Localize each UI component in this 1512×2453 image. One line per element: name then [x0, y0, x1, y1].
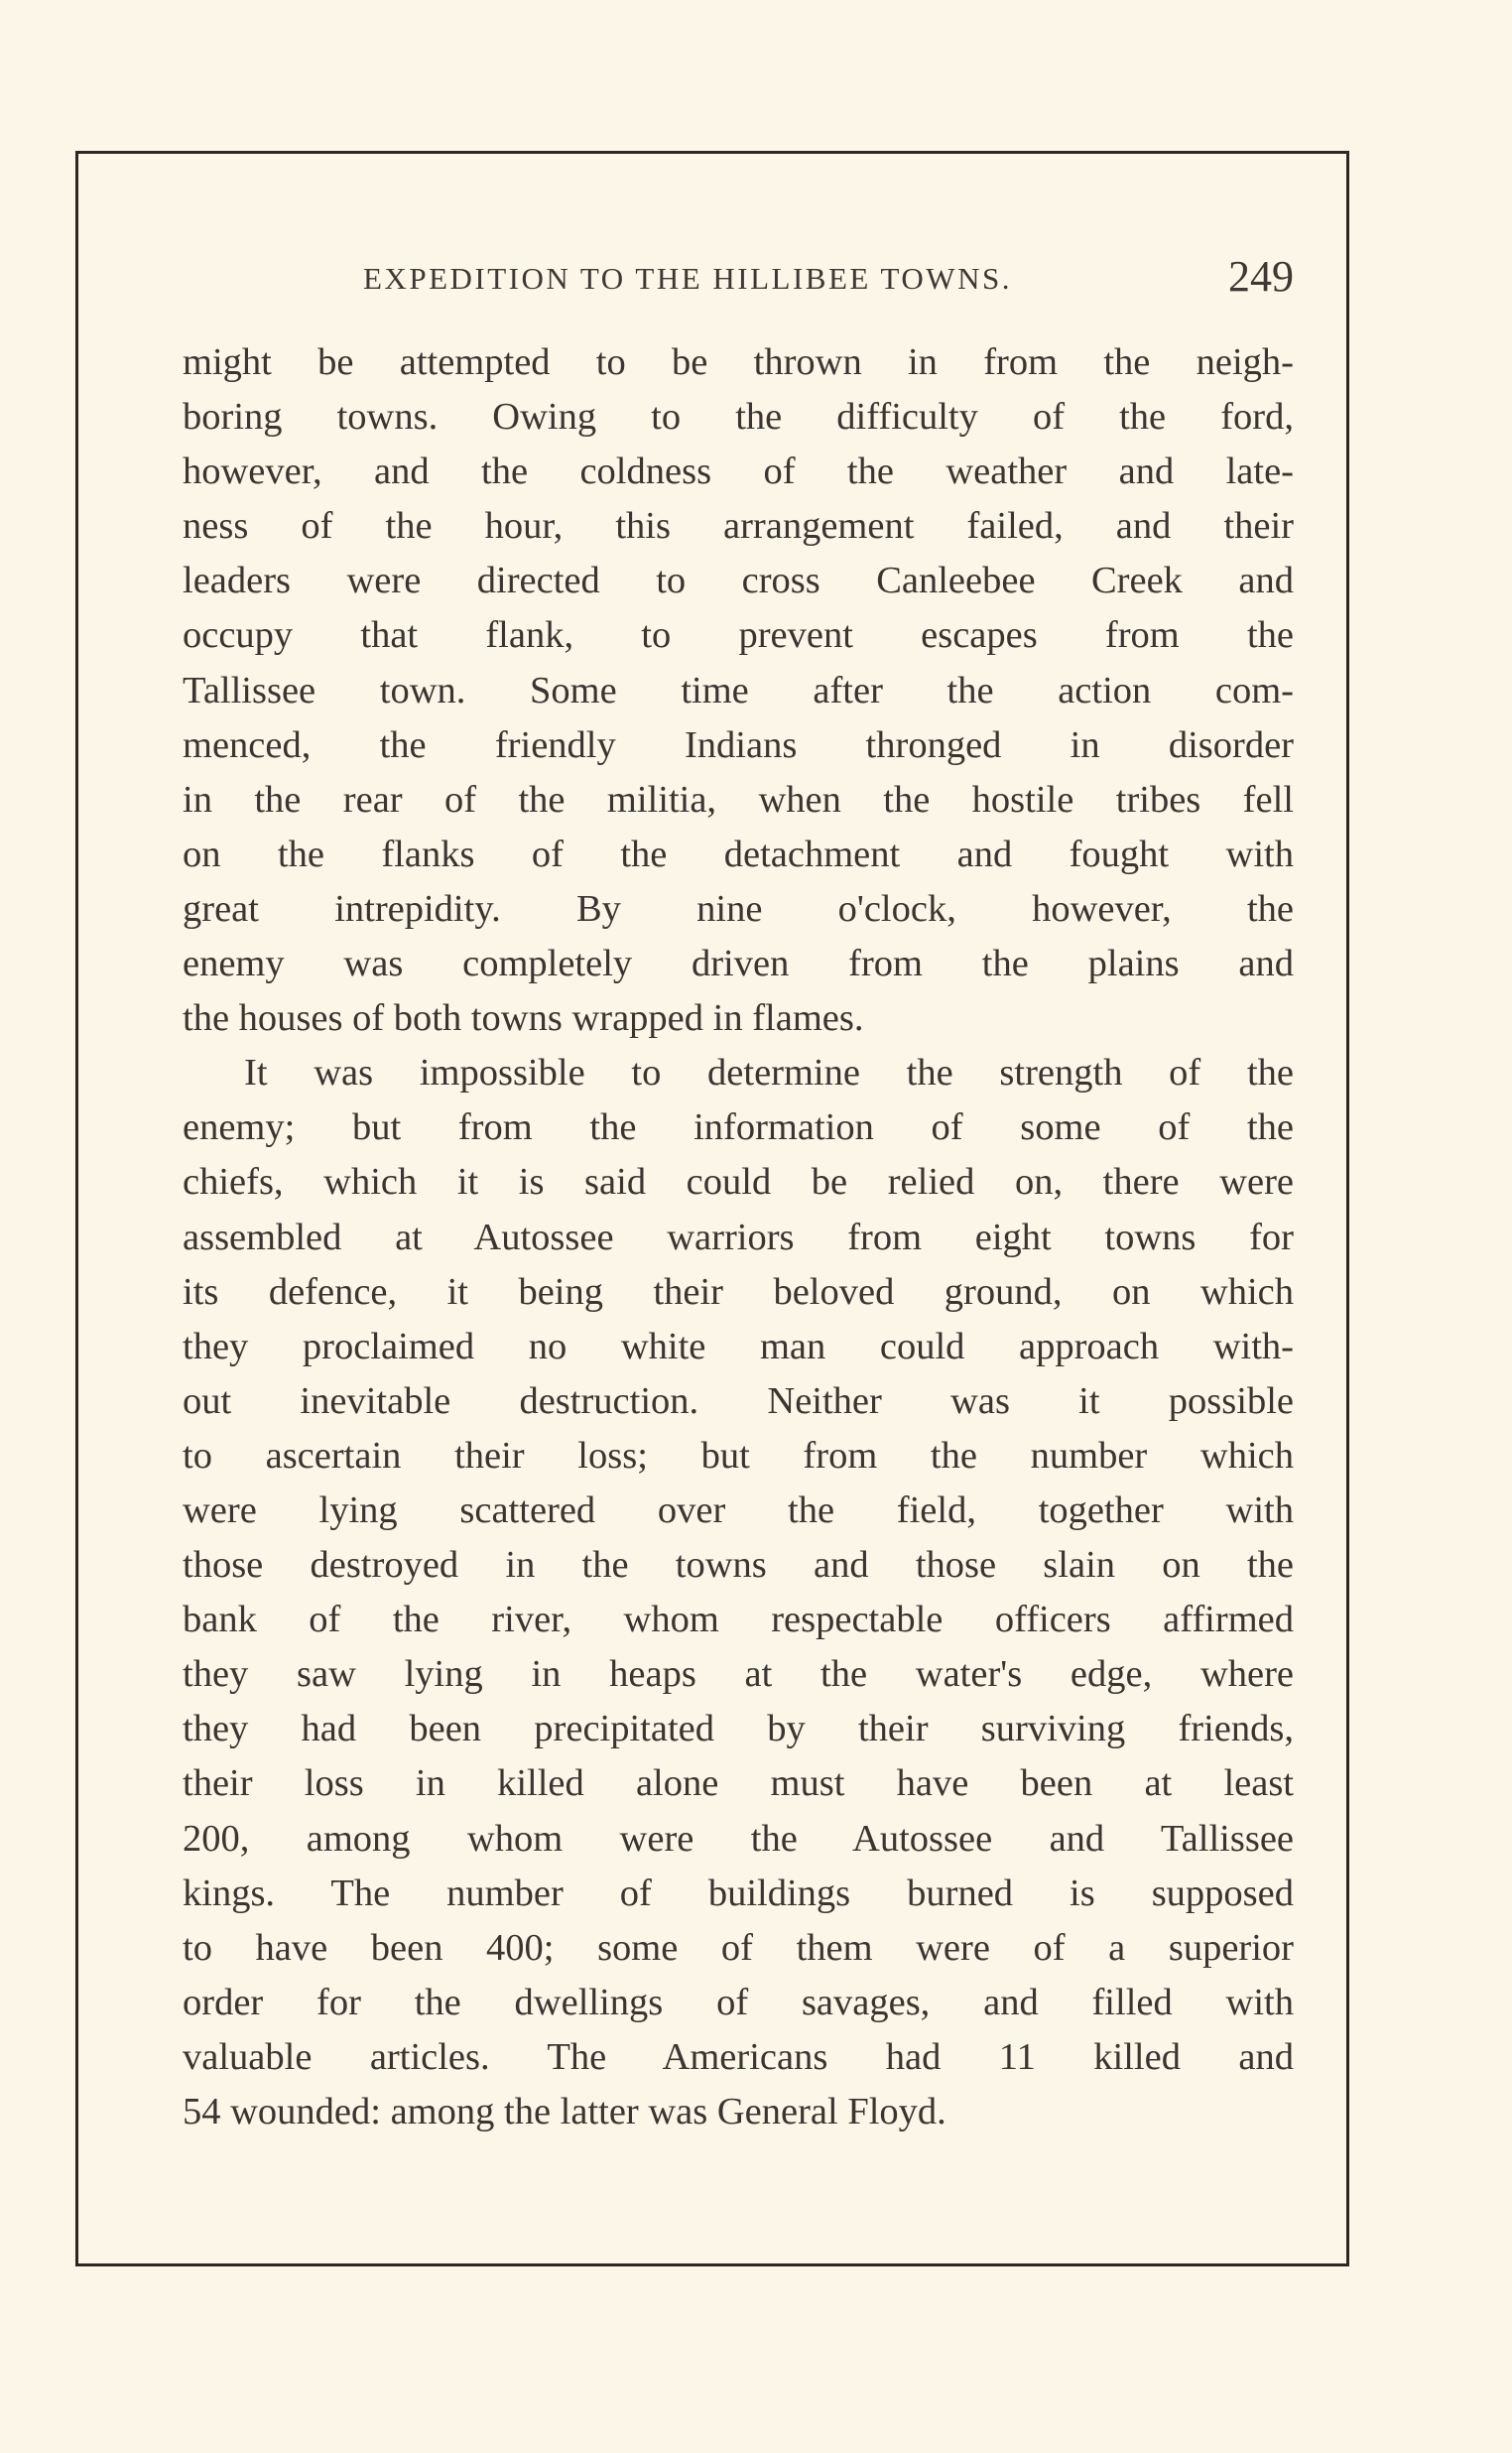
text-line: 54 wounded: among the latter was General Floyd.	[183, 2091, 946, 2132]
text-line: valuable articles. The Americans had 11 killed and	[183, 2035, 1294, 2078]
text-line: in the rear of the militia, when the hostile tribes fell	[183, 778, 1294, 821]
text-line: Tallissee town. Some time after the action com-	[183, 669, 1294, 711]
text-line: to ascertain their loss; but from the number which	[183, 1434, 1294, 1477]
body-text	[183, 335, 1294, 2139]
text-line: order for the dwellings of savages, and filled with	[183, 1981, 1294, 2023]
text-line: It was impossible to determine the strength of the	[244, 1052, 1294, 1095]
text-line: ness of the hour, this arrangement failed, and their	[183, 505, 1294, 548]
text-line: they saw lying in heaps at the water's edge, where	[183, 1653, 1294, 1696]
text-line: kings. The number of buildings burned is supposed	[183, 1872, 1294, 1914]
text-line: might be attempted to be thrown in from the neigh-	[183, 341, 1294, 383]
text-line: they had been precipitated by their surviving friends,	[183, 1708, 1294, 1750]
page-number: 249	[1228, 252, 1294, 301]
text-line: enemy; but from the information of some of the	[183, 1106, 1294, 1149]
text-line: bank of the river, whom respectable officers affirmed	[183, 1599, 1294, 1641]
text-line: however, and the coldness of the weather and late-	[183, 451, 1294, 493]
text-line: assembled at Autossee warriors from eight towns for	[183, 1216, 1294, 1258]
text-line: those destroyed in the towns and those slain on the	[183, 1544, 1294, 1587]
text-line: 200, among whom were the Autossee and Tallissee	[183, 1817, 1294, 1860]
text-line: menced, the friendly Indians thronged in disorder	[183, 723, 1294, 766]
text-line: they proclaimed no white man could approach with-	[183, 1325, 1294, 1367]
text-line: chiefs, which it is said could be relied on, there were	[183, 1161, 1294, 1204]
text-line: their loss in killed alone must have been at least	[183, 1762, 1294, 1805]
text-line: the houses of both towns wrapped in flames.	[183, 997, 864, 1040]
text-line: were lying scattered over the field, together with	[183, 1488, 1294, 1531]
text-line: enemy was completely driven from the plains and	[183, 943, 1294, 985]
running-head-title: EXPEDITION TO THE HILLIBEE TOWNS.	[363, 261, 1012, 296]
text-line: boring towns. Owing to the difficulty of the ford,	[183, 396, 1294, 439]
text-line: occupy that flank, to prevent escapes from the	[183, 614, 1294, 657]
running-head	[183, 251, 1294, 311]
text-line: great intrepidity. By nine o'clock, however, the	[183, 887, 1294, 930]
text-line: to have been 400; some of them were of a superior	[183, 1926, 1294, 1969]
text-line: out inevitable destruction. Neither was it possible	[183, 1379, 1294, 1422]
text-line: on the flanks of the detachment and fought with	[183, 833, 1294, 875]
text-line: leaders were directed to cross Canleebee Creek and	[183, 560, 1294, 602]
text-line: its defence, it being their beloved ground, on which	[183, 1270, 1294, 1313]
